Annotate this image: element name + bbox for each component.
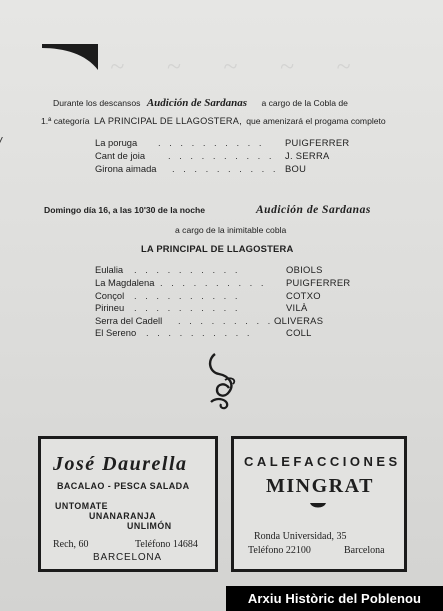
sardana-title: Girona aimada <box>95 163 157 174</box>
margin-mark <box>0 137 9 145</box>
ad-city: BARCELONA <box>93 552 162 563</box>
intro-text: que amenizará el progama completo <box>246 116 386 126</box>
composer-name: J. SERRA <box>285 150 330 161</box>
event-script-title: Audición de Sardanas <box>256 204 371 216</box>
cobla-name: LA PRINCIPAL DE LLAGOSTERA, <box>93 116 242 126</box>
leader-dots: . . . . . . . . . . <box>172 163 279 174</box>
composer-name: COTXO <box>286 290 321 301</box>
advertisement-mingrat <box>231 436 407 572</box>
composer-name: PUIGFERRER <box>285 137 350 148</box>
leader-dots: . . . . . . . . . . <box>134 290 241 301</box>
composer-name: OLIVERAS <box>274 315 324 326</box>
sardana-title: El Sereno <box>95 327 137 338</box>
intro-text: a cargo de la Cobla de <box>261 98 348 108</box>
composer-name: BOU <box>285 163 307 174</box>
intro-line-1 <box>53 97 348 109</box>
composer-name: PUIGFERRER <box>286 277 351 288</box>
ad-slogan: UNTOMATE <box>55 501 109 511</box>
ad-address: Rech, 60 <box>53 539 89 550</box>
composer-name: VILÀ <box>286 302 308 313</box>
leader-dots: . . . . . . . . . . <box>134 264 241 275</box>
event-subtitle: a cargo de la inimitable cobla <box>175 225 287 235</box>
advertisement-daurella <box>38 436 218 572</box>
sardana-title: La poruga <box>95 137 138 148</box>
sardana-title: Conçol <box>95 290 125 301</box>
sardana-title: Serra del Cadell <box>95 315 163 326</box>
sardana-title: Pirineu <box>95 302 125 313</box>
intro-script-title: Audición de Sardanas <box>146 97 248 109</box>
bleed-through-decoration: ~ ~ ~ ~ ~ <box>110 52 369 81</box>
event-date-line: Domingo día 16, a las 10'30 de la noche <box>44 205 206 215</box>
ad-slogan: UNANARANJA <box>89 511 157 521</box>
ad-products: BACALAO - PESCA SALADA <box>57 481 190 491</box>
corner-ornament <box>42 44 98 70</box>
leader-dots: . . . . . . . . . . <box>146 327 253 338</box>
leader-dots: . . . . . . . . . . <box>168 150 275 161</box>
flourish-ornament-icon <box>203 350 243 412</box>
ad-brand-name: MINGRAT <box>266 475 374 497</box>
ad-address: Ronda Universidad, 35 <box>254 531 347 542</box>
leader-dots: . . . . . . . . . . <box>158 137 265 148</box>
event-cobla-title: LA PRINCIPAL DE LLAGOSTERA <box>141 243 294 254</box>
archive-watermark: Arxiu Històric del Poblenou <box>226 586 443 611</box>
ad-phone: Teléfono 22100 <box>248 545 311 556</box>
composer-name: OBIOLS <box>286 264 323 275</box>
ad-slogan: UNLIMÓN <box>127 521 172 531</box>
leader-dots: . . . . . . . . . . <box>134 302 241 313</box>
ad-business-name: José Daurella <box>53 453 188 475</box>
intro-text: 1.ª categoría <box>41 116 90 126</box>
leader-dots: . . . . . . . . . . <box>178 315 285 326</box>
ad-phone: Teléfono 14684 <box>135 539 198 550</box>
sardana-title: Eulalia <box>95 264 124 275</box>
ad-divider-ornament <box>310 503 326 511</box>
leader-dots: . . . . . . . . . . <box>160 277 267 288</box>
ad-heading: CALEFACCIONES <box>244 454 401 469</box>
sardana-title: Cant de joia <box>95 150 146 161</box>
ad-city: Barcelona <box>344 545 385 556</box>
composer-name: COLL <box>286 327 312 338</box>
intro-line-2 <box>41 116 386 126</box>
sardana-title: La Magdalena <box>95 277 155 288</box>
intro-text: Durante los descansos <box>53 98 141 108</box>
